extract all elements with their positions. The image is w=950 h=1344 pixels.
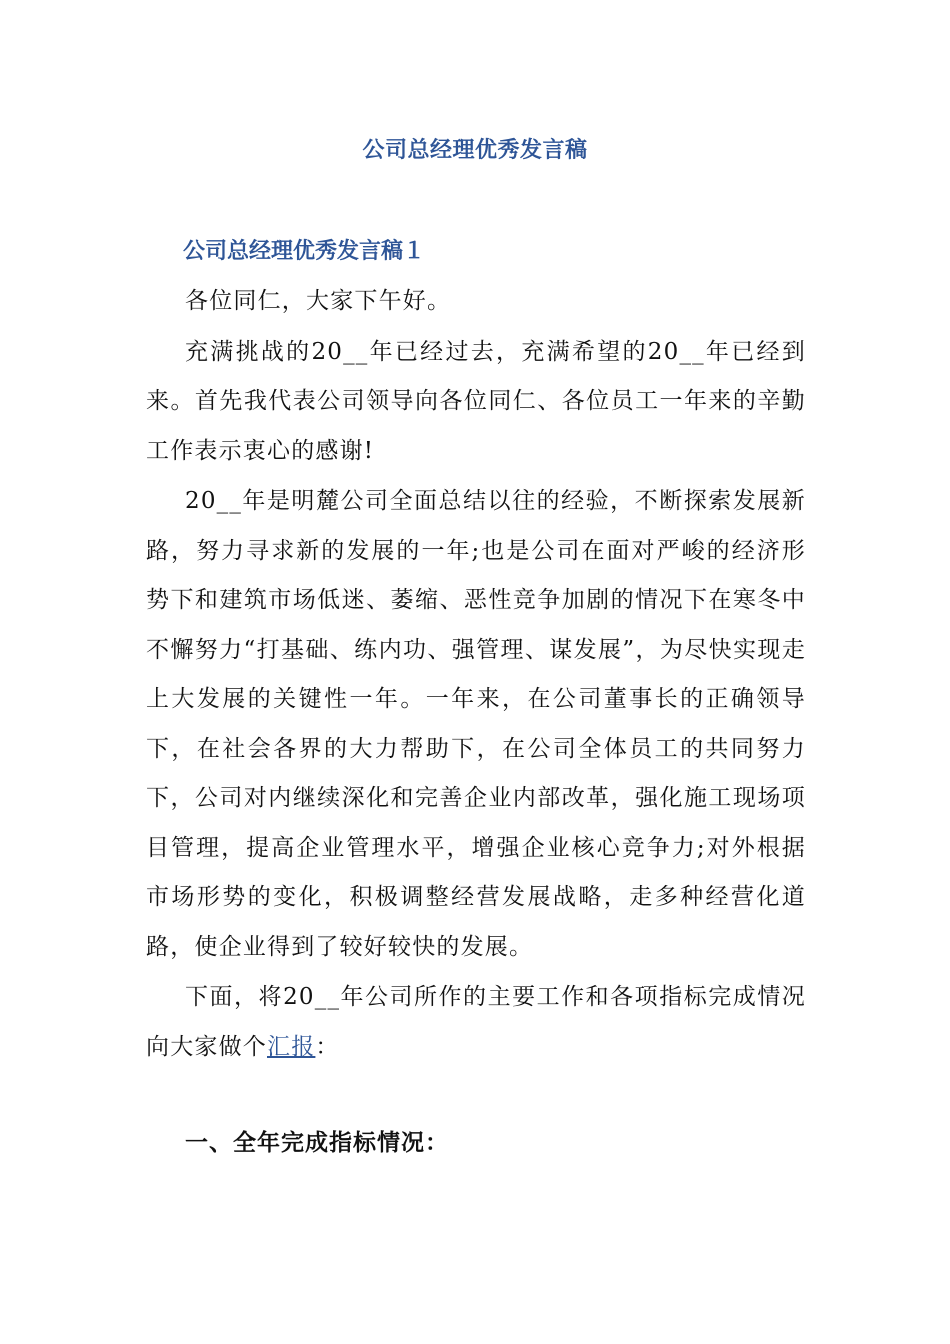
document-body bbox=[146, 277, 806, 1073]
paragraph-3 bbox=[146, 973, 806, 1072]
greeting-paragraph: 各位同仁，大家下午好。 bbox=[185, 288, 452, 314]
paragraph-3-colon: ： bbox=[315, 1033, 340, 1060]
report-link[interactable]: 汇报 bbox=[267, 1033, 316, 1060]
section-title: 公司总经理优秀发言稿１ bbox=[183, 239, 426, 264]
document-title: 公司总经理优秀发言稿 bbox=[362, 138, 588, 163]
paragraph-2: 20__年是明麓公司全面总结以往的经验，不断探索发展新路，努力寻求新的发展的一年;也是公司在面对严峻的经济形势下和建筑市场低迷、萎缩、恶性竞争加剧的情况下在寒冬中不懈努力“打基础、练内功、强管理、谋发展”，为尽快实现走上大发展的关键性一年。一年来，在公司董事长的正确领导下，在社会各界的大力帮助下，在公司全体员工的共同努力下，公司对内继续深化和完善企业内部改革，强化施工现场项目管理，提高企业管理水平，增强企业核心竞争力;对外根据市场形势的变化，积极调整经营发展战略，走多种经营化道路，使企业得到了较好较快的发展。 bbox=[146, 488, 806, 960]
paragraph-3-text: 下面，将20__年公司所作的主要工作和各项指标完成情况向大家做个 bbox=[146, 984, 806, 1060]
paragraph-1: 充满挑战的20__年已经过去，充满希望的20__年已经到来。首先我代表公司领导向各位同仁、各位员工一年来的辛勤工作表示衷心的感谢! bbox=[146, 338, 806, 464]
heading-annual-indicators: 一、全年完成指标情况： bbox=[185, 1130, 449, 1156]
